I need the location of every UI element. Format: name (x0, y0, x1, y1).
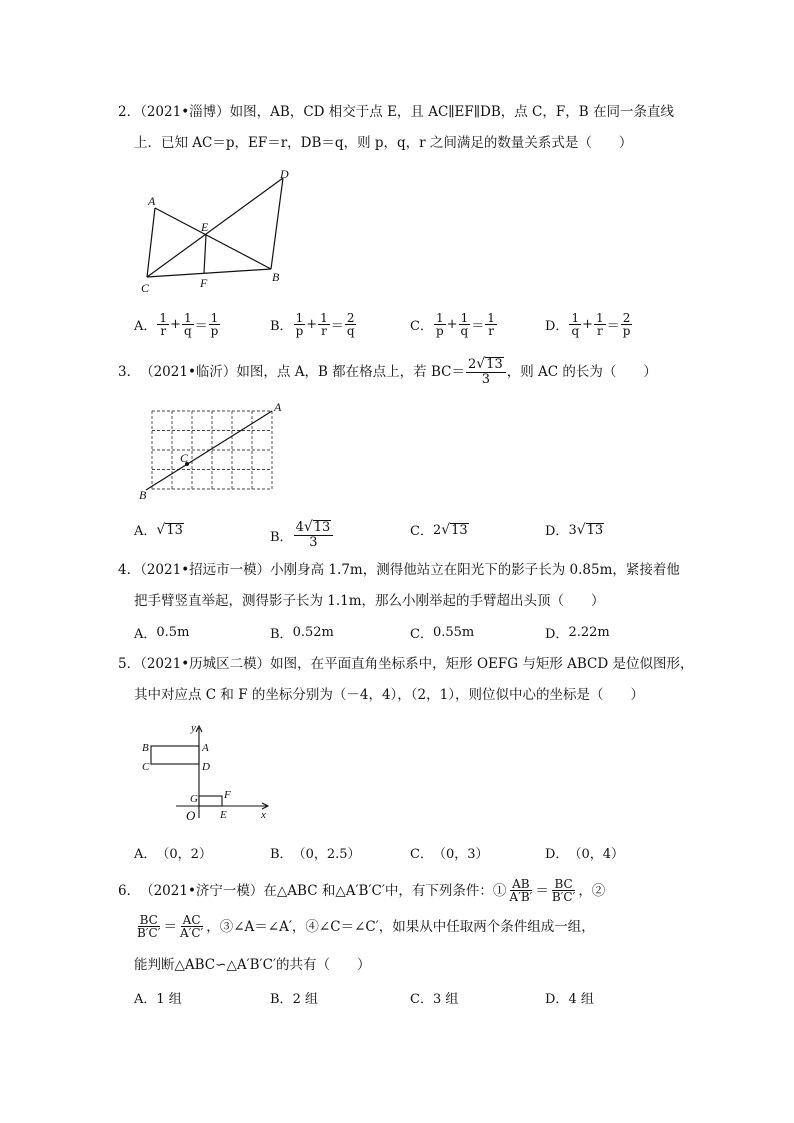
q3-number: 3 (118, 364, 127, 380)
q3-option-a: A． √13 (134, 521, 183, 539)
q2-source: （2021•淄博） (140, 104, 230, 120)
q6-option-d (545, 988, 594, 1007)
q2-option-letter: B． (270, 319, 293, 334)
q6-text-3: 能判断△ABC∽△A′B′C′的共有（ ） (134, 957, 371, 973)
q4-option-text: 0.55m (432, 625, 475, 640)
q5-option-text: （0，4） (568, 847, 624, 862)
q3-source: （2021•临沂） (140, 364, 237, 380)
q4-option-text: 2.22m (568, 625, 610, 640)
q3-option-b (270, 520, 334, 550)
q5-number: 5 (118, 656, 127, 672)
q2-label-C: C (141, 281, 150, 295)
q3-label-A: A (274, 400, 282, 414)
q2-option-letter: D． (545, 319, 569, 334)
q2-line1: 2．（2021•淄博）如图，AB，CD 相交于点 E，且 AC∥EF∥DB，点 C，F，B 在同一条直线 (118, 104, 674, 120)
q6-option-a (134, 988, 182, 1007)
q6-cond1-frac1: $\frac{AB}{A'B'}$ (509, 877, 533, 904)
q5-rect-OEFG (199, 796, 222, 806)
q2-option-a: A． $\frac{1}{r}$ + $\frac{1}{q}$ ＝ $\frac{1}{p}$ (134, 311, 219, 338)
q6-cond2-frac1: $\frac{BC}{B'C'}$ (137, 913, 161, 940)
q5-option-text: （0，2.5） (292, 847, 361, 862)
q5-option-letter: A． (134, 847, 157, 862)
q6-option-b (270, 988, 318, 1007)
q2-label-A: A (148, 194, 156, 208)
q6-source: （2021•济宁一模） (140, 882, 264, 899)
q3-label-C: C (180, 451, 189, 465)
q3-option-letter: A． (134, 524, 157, 539)
q6-option-text: 4 组 (568, 992, 594, 1007)
q5-option-text: （0，3） (432, 847, 489, 862)
q4-source: （2021•招远市一模） (140, 562, 271, 578)
q5-label-E: E (220, 809, 227, 821)
q4-option-letter: D． (545, 627, 569, 642)
q6-option-letter: B． (270, 992, 293, 1007)
q5-option-d (545, 843, 624, 862)
q5-figure (138, 718, 278, 828)
q2-seg-AB (155, 208, 271, 269)
q6-option-c (410, 988, 458, 1007)
q5-text-2: 其中对应点 C 和 F 的坐标分别为（－4，4），（2，1），则位似中心的坐标是（ ） (134, 687, 644, 703)
q3-option-d: D． 3√13 (545, 521, 604, 539)
q2-option-letter: A． (134, 319, 157, 334)
q6-text-c: ，③∠A＝∠A′，④∠C＝∠C′，如果从中任取两个条件组成一组， (206, 918, 595, 935)
q2-seg-CB (147, 269, 271, 277)
q4-option-c (410, 623, 474, 642)
q4-option-text: 0.52m (292, 625, 334, 640)
q6-option-text: 3 组 (432, 992, 459, 1007)
q5-option-letter: D． (545, 847, 569, 862)
q2-label-B: B (272, 270, 280, 284)
q5-line1: 5．（2021•历城区二模）如图，在平面直角坐标系中，矩形 OEFG 与矩形 ABCD 是位似图形， (118, 656, 694, 672)
q6-option-letter: C． (410, 992, 433, 1007)
q3-text-a: 如图，点 A，B 都在格点上，若 BC＝ (236, 364, 465, 380)
q6-option-letter: A． (134, 992, 157, 1007)
q6-text-a: 在△ABC 和△A′B′C′中，有下列条件：① (263, 882, 507, 899)
q5-source: （2021•历城区二模） (140, 656, 271, 672)
q3-option-letter: D． (545, 524, 569, 539)
q3-figure (138, 398, 298, 503)
q2-frac: $\frac{1}{p}$ (295, 311, 304, 338)
q5-label-C: C (142, 761, 150, 773)
q2-frac: $\frac{1}{r}$ (320, 311, 328, 338)
q2-frac: $\frac{1}{q}$ (460, 311, 469, 338)
q2-option-c: C． $\frac{1}{p}$ + $\frac{1}{q}$ ＝ $\frac{1}{r}$ (410, 311, 495, 338)
q2-frac: $\frac{1}{p}$ (210, 311, 219, 338)
q6-line1: 6 ． （2021•济宁一模） 在△ABC 和△A′B′C′中，有下列条件：① $\frac{AB}{A'B'}$ ＝ $\frac{BC}{B'C'}$ ，② (118, 877, 606, 904)
q5-label-x: x (261, 809, 266, 821)
q6-option-letter: D． (545, 992, 569, 1007)
q3-option-letter: C． (410, 524, 433, 539)
q2-seg-EF (204, 235, 206, 273)
q2-frac: $\frac{2}{p}$ (622, 311, 631, 338)
q2-label-E: E (201, 220, 209, 234)
q2-label-F: F (200, 276, 208, 290)
q6-option-text: 2 组 (292, 992, 318, 1007)
q5-rect-ABCD (151, 746, 199, 764)
q2-frac: $\frac{2}{q}$ (346, 311, 355, 338)
q3-bc-fraction: $\frac{2√13}{3}$ (466, 357, 506, 387)
q4-option-letter: C． (410, 627, 433, 642)
q5-option-letter: B． (270, 847, 293, 862)
q4-option-d (545, 623, 610, 642)
q4-text-1: 小刚身高 1.7m，测得他站立在阳光下的影子长为 0.85m，紧接着他 (270, 562, 680, 578)
q3-seg-AB (146, 411, 272, 490)
q5-label-O: O (186, 808, 196, 823)
q2-frac: $\frac{1}{p}$ (435, 311, 444, 338)
q6-cond2-frac2: $\frac{AC}{A'C'}$ (179, 913, 204, 940)
q2-option-letter: C． (410, 319, 433, 334)
q6-cond1-frac2: $\frac{BC}{B'C'}$ (551, 877, 576, 904)
q2-frac: $\frac{1}{q}$ (183, 311, 192, 338)
q3-frac: $\frac{4√13}{3}$ (294, 520, 334, 550)
q6-text-b: ，② (578, 882, 606, 899)
q5-label-y: y (191, 722, 196, 734)
q3-text-b: ，则 AC 的长为（ ） (506, 364, 657, 380)
q5-option-text: （0，2） (156, 847, 212, 862)
q5-label-A: A (202, 742, 209, 754)
q2-frac: $\frac{1}{q}$ (571, 311, 580, 338)
q3-option-letter: B． (270, 529, 293, 545)
q5-option-b (270, 843, 361, 862)
q3-label-B: B (139, 488, 147, 502)
q6-line2: $\frac{BC}{B'C'}$ ＝ $\frac{AC}{A'C'}$ ，③∠A＝∠A′，④∠C＝∠C′，如果从中任取两个条件组成一组， (137, 913, 595, 940)
q5-label-D: D (202, 761, 210, 773)
q2-label-D: D (280, 167, 289, 181)
q2-frac: $\frac{1}{r}$ (159, 311, 168, 338)
q5-option-letter: C． (410, 847, 433, 862)
q2-option-d: D． $\frac{1}{q}$ + $\frac{1}{r}$ ＝ $\frac{2}{p}$ (545, 311, 631, 338)
q2-frac: $\frac{1}{r}$ (487, 311, 495, 338)
q5-label-B: B (142, 742, 149, 754)
q5-option-c (410, 843, 489, 862)
q5-label-F: F (224, 789, 231, 801)
q4-text-2: 把手臂竖直举起，测得影子长为 1.1m，那么小刚举起的手臂超出头顶（ ） (134, 593, 605, 609)
q4-option-letter: A． (134, 627, 157, 642)
q2-frac: $\frac{1}{r}$ (596, 311, 604, 338)
q2-seg-DC (147, 178, 283, 277)
q2-text-2: 上．已知 AC＝p，EF＝r，DB＝q，则 p，q，r 之间满足的数量关系式是（ ） (134, 135, 633, 151)
q2-seg-AC (147, 208, 155, 277)
q5-option-a (134, 843, 212, 862)
q4-option-letter: B． (270, 627, 293, 642)
q5-label-G: G (190, 793, 198, 805)
q2-figure (138, 165, 298, 295)
q6-number: 6 (118, 882, 127, 899)
q4-option-text: 0.5m (156, 625, 190, 640)
q2-option-b: B． $\frac{1}{p}$ + $\frac{1}{r}$ ＝ $\frac{2}{q}$ (270, 311, 355, 338)
q3-option-c: C． 2√13 (410, 521, 468, 539)
q2-seg-DB (271, 178, 283, 269)
q5-text-1: 如图，在平面直角坐标系中，矩形 OEFG 与矩形 ABCD 是位似图形， (270, 656, 694, 672)
q4-option-b (270, 623, 334, 642)
q4-option-a (134, 623, 189, 642)
q2-number: 2 (118, 104, 127, 120)
q4-number: 4 (118, 562, 127, 578)
q4-line1: 4．（2021•招远市一模）小刚身高 1.7m，测得他站立在阳光下的影子长为 0.85m，紧接着他 (118, 562, 680, 578)
q3-line1: 3 ． （2021•临沂） 如图，点 A，B 都在格点上，若 BC＝ $\frac{2√13}{3}$ ，则 AC 的长为（ ） (118, 356, 657, 387)
q2-text-1: 如图，AB，CD 相交于点 E，且 AC∥EF∥DB，点 C，F，B 在同一条直线 (229, 104, 674, 120)
q6-option-text: 1 组 (156, 992, 182, 1007)
